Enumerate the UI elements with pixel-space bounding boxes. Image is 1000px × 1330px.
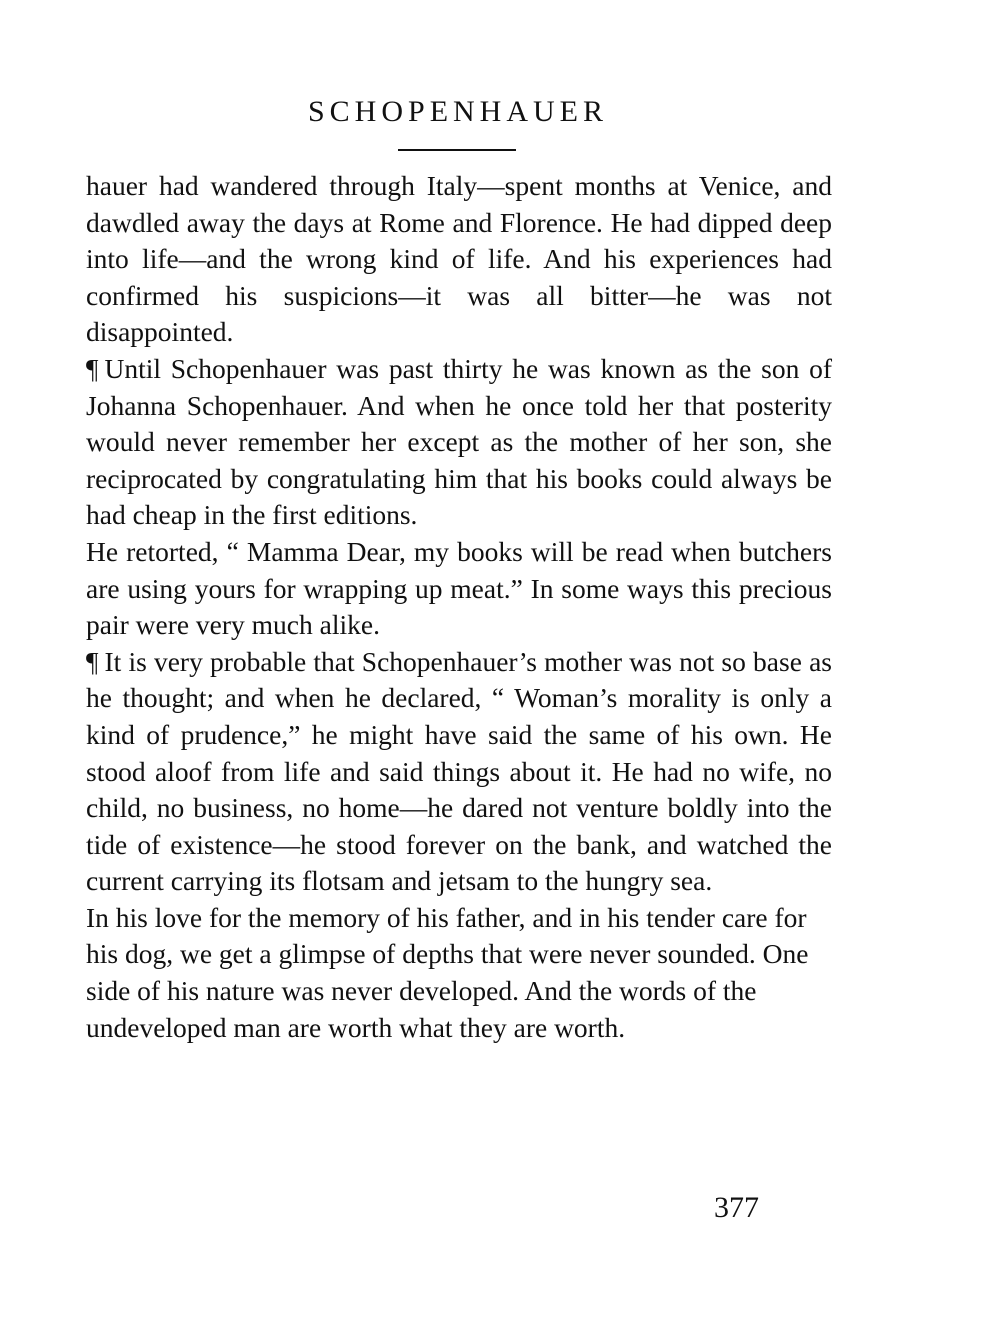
paragraph-2: [86, 351, 832, 534]
pilcrow-mark: ¶: [86, 645, 99, 677]
paragraph-5-text: In his love for the memory of his father, and in his tender care for his dog, we get a glimpse of depths that were never sounded. One side of his nature was never developed. And the words of the undeveloped man are worth what they are worth.: [86, 901, 809, 1043]
paragraph-3: [86, 534, 832, 644]
paragraph-5: [86, 900, 832, 1046]
pilcrow-mark: ¶: [86, 352, 99, 384]
page-number: 377: [714, 1191, 759, 1224]
running-head: SCHOPENHAUER: [307, 95, 609, 128]
paragraph-4-text: It is very probable that Schopenhauer’s mother was not so base as he thought; and when he declared, “ Woman’s morality is only a kind of prudence,” he might have said the same of his own. He stood aloof from life and said things about it. He had no wife, no child, no business, no home—he dared not venture boldly into the tide of existence—he stood forever on the bank, and watched the current carrying its flotsam and jetsam to the hungry sea.: [86, 645, 832, 897]
paragraph-1-text: hauer had wandered through Italy—spent months at Venice, and dawdled away the days at Rome and Florence. He had dipped deep into life—and the wrong kind of life. And his experiences had confirmed his suspicions—it was all bitter—he was not disappointed.: [86, 170, 832, 348]
paragraph-1: [86, 168, 832, 351]
paragraph-4: [86, 644, 832, 900]
paragraph-3-text: He retorted, “ Mamma Dear, my books will be read when butchers are using yours for wrapping up meat.” In some ways this precious pair were very much alike.: [86, 535, 832, 641]
head-rule: [398, 149, 516, 151]
body-text: [86, 168, 832, 1046]
paragraph-2-text: Until Schopenhauer was past thirty he was known as the son of Johanna Schopenhauer. And when he once told her that posterity would never remember her except as the mother of her son, she reciprocated by congratulating him that his books could always be had cheap in the first editions.: [86, 352, 832, 531]
